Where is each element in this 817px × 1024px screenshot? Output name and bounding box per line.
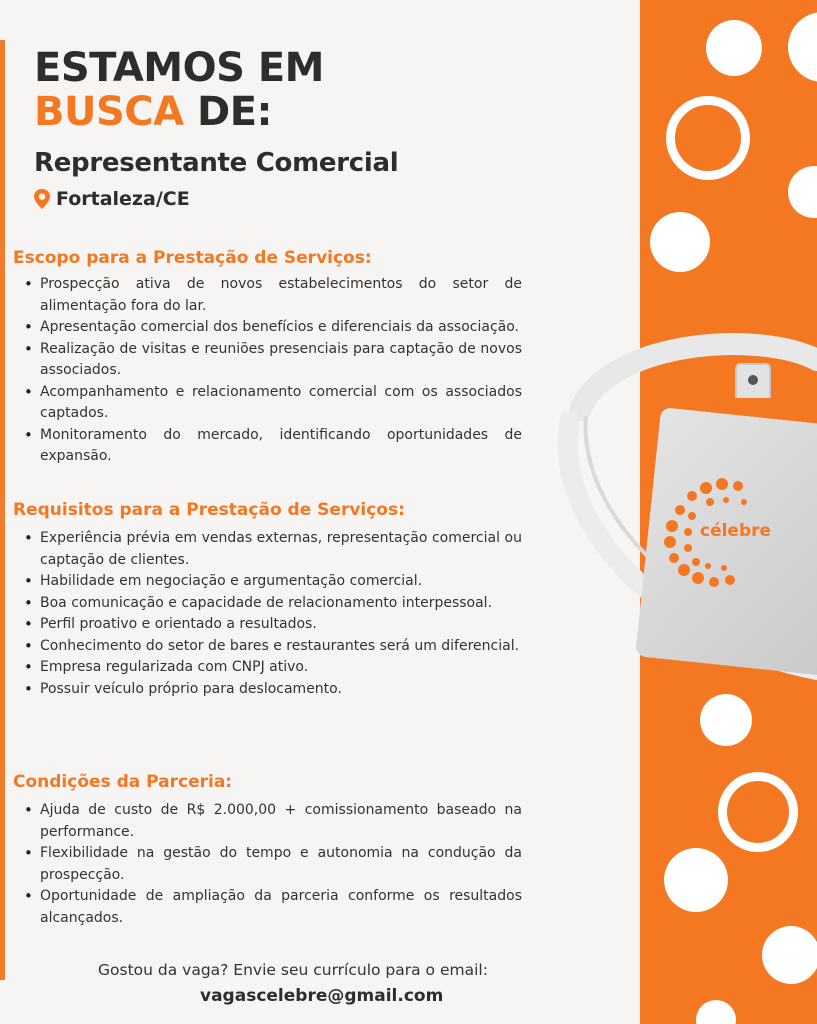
- badge-illustration: [540, 320, 817, 680]
- headline-highlight: BUSCA: [34, 89, 184, 135]
- decor-dot: [696, 1000, 736, 1024]
- contact-email[interactable]: vagascelebre@gmail.com: [200, 986, 444, 1006]
- list-item: • Boa comunicação e capacidade de relacionamento interpessoal.: [22, 593, 522, 615]
- decor-ring: [718, 772, 798, 852]
- list-item: • Experiência prévia em vendas externas, representação comercial ou captação de clientes.: [22, 528, 522, 571]
- job-title: Representante Comercial: [34, 148, 399, 178]
- list-item: • Ajuda de custo de R$ 2.000,00 + comissionamento baseado na performance.: [22, 800, 522, 843]
- list-item: • Conhecimento do setor de bares e restaurantes será um diferencial.: [22, 636, 522, 658]
- conditions-list: [22, 800, 522, 929]
- footer-cta: Gostou da vaga? Envie seu currículo para o email:: [98, 961, 488, 979]
- list-item: • Apresentação comercial dos benefícios e diferenciais da associação.: [22, 317, 522, 339]
- list-item: • Prospecção ativa de novos estabelecimentos do setor de alimentação fora do lar.: [22, 274, 522, 317]
- decor-dot: [664, 848, 728, 912]
- map-pin-icon: [32, 188, 52, 210]
- section-title-scope: Escopo para a Prestação de Serviços:: [13, 248, 372, 268]
- left-accent-bar: [0, 40, 5, 980]
- headline-line2: DE:: [183, 89, 273, 135]
- list-item: • Habilidade em negociação e argumentação comercial.: [22, 571, 522, 593]
- lanyard-badge-icon: [540, 320, 817, 680]
- section-title-requirements: Requisitos para a Prestação de Serviços:: [13, 500, 405, 520]
- list-item: • Monitoramento do mercado, identificando oportunidades de expansão.: [22, 425, 522, 468]
- list-item: • Empresa regularizada com CNPJ ativo.: [22, 657, 522, 679]
- decor-dot: [700, 694, 752, 746]
- decor-dot: [650, 212, 710, 272]
- section-title-conditions: Condições da Parceria:: [13, 772, 233, 792]
- headline: [34, 46, 324, 134]
- job-location: [32, 188, 190, 210]
- requirements-list: [22, 528, 522, 700]
- list-item: • Oportunidade de ampliação da parceria conforme os resultados alcançados.: [22, 886, 522, 929]
- logo-wordmark: célebre: [700, 521, 772, 541]
- scope-list: [22, 274, 522, 468]
- headline-line1: ESTAMOS EM: [34, 45, 324, 91]
- list-item: • Flexibilidade na gestão do tempo e autonomia na condução da prospecção.: [22, 843, 522, 886]
- decor-dot: [788, 12, 817, 82]
- decor-dot: [762, 926, 817, 984]
- list-item: • Possuir veículo próprio para deslocamento.: [22, 679, 522, 701]
- decor-ring: [666, 96, 750, 180]
- decor-dot: [706, 20, 762, 76]
- location-text: Fortaleza/CE: [56, 188, 190, 210]
- list-item: • Perfil proativo e orientado a resultados.: [22, 614, 522, 636]
- decor-dot: [788, 166, 817, 218]
- list-item: • Acompanhamento e relacionamento comercial com os associados captados.: [22, 382, 522, 425]
- list-item: • Realização de visitas e reuniões presenciais para captação de novos associados.: [22, 339, 522, 382]
